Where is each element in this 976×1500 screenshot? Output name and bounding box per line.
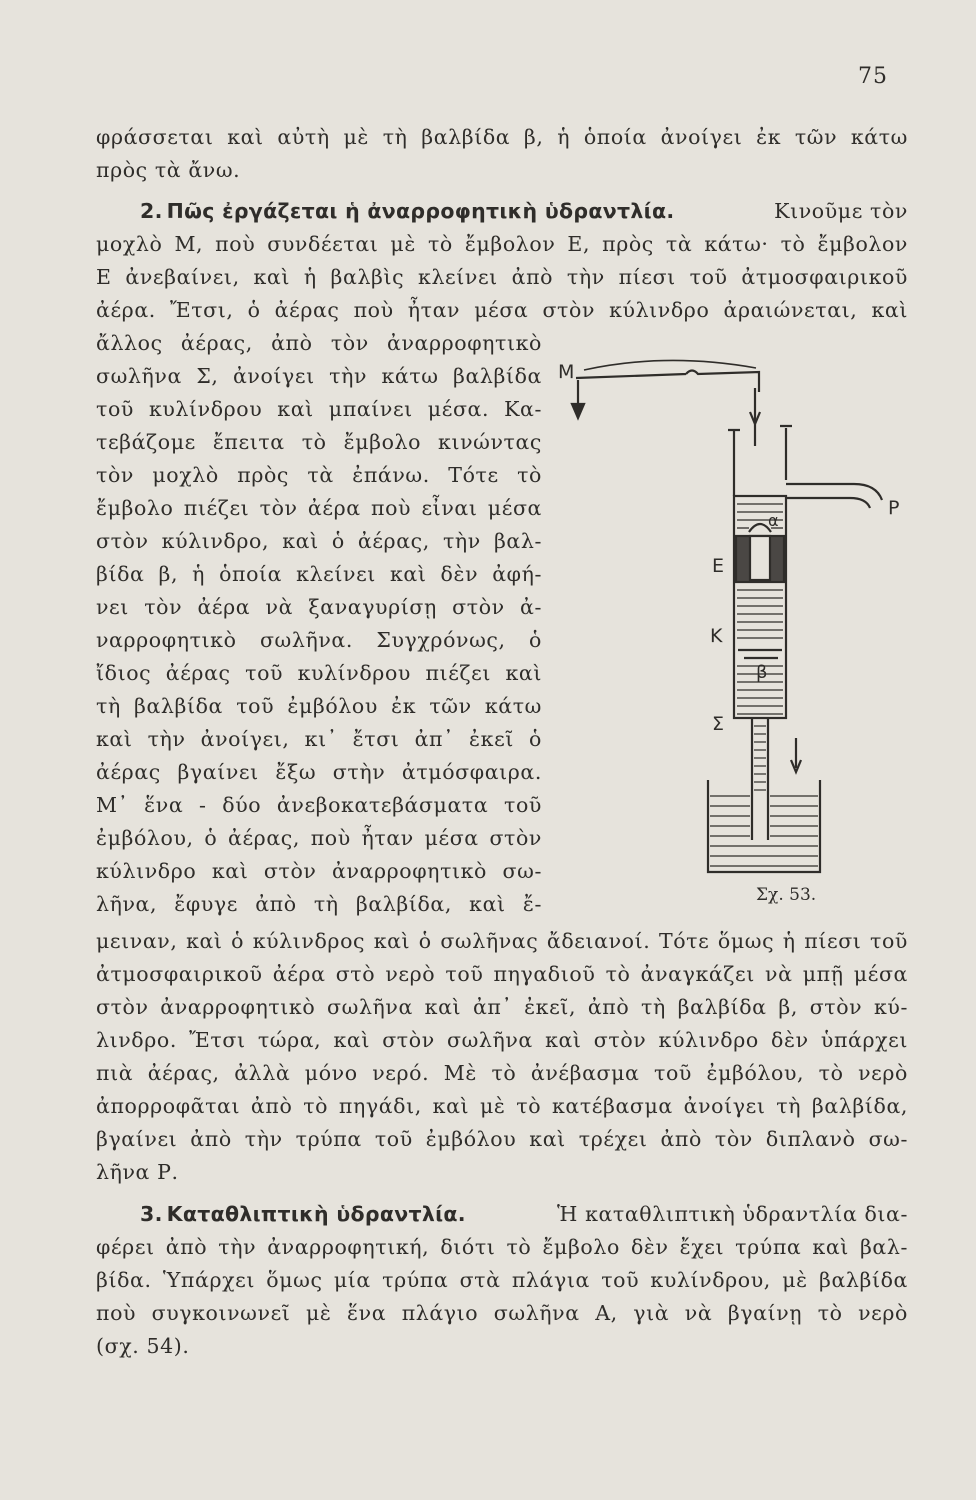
section-3-heading-line [140, 1198, 908, 1231]
figure-caption: Σχ. 53. [756, 885, 817, 905]
text-line: ἔμβολο πιέζει τὸν ἀέρα ποὺ εἶναι μέσα [96, 496, 542, 520]
lever-top-line [584, 360, 756, 370]
text-line: σωλῆνα Σ, ἀνοίγει τὴν κάτω βαλβίδα [96, 364, 542, 388]
text-line: (σχ. 54). [96, 1334, 190, 1358]
text-line: ποὺ συγκοινωνεῖ μὲ ἕνα πλάγιο σωλῆνα Α, γιὰ νὰ βγαίνῃ τὸ νερὸ [96, 1301, 908, 1325]
text-line: ἀέρας βγαίνει ἔξω στὴν ἀτμόσφαιρα. [96, 760, 542, 784]
cylinder-flange-left [728, 430, 740, 496]
piston-valve-a [750, 536, 770, 580]
well-water-lines [710, 796, 818, 866]
label-K: Κ [710, 625, 723, 647]
pipe-water-lines [754, 726, 766, 790]
text-line: ἀπορροφᾶται ἀπὸ τὸ πηγάδι, καὶ μὲ τὸ κατέβασμα ἀνοίγει τὴ βαλβίδα, [96, 1094, 908, 1118]
text-line: λῆνα Ρ. [96, 1160, 179, 1184]
text-line: στὸν ἀναρροφητικὸ σωλῆνα καὶ ἀπ᾽ ἐκεῖ, ἀπὸ τὴ βαλβίδα β, στὸν κύ- [96, 995, 908, 1019]
text-line-rest: Ἡ καταθλιπτικὴ ὑδραντλία δια- [557, 1202, 908, 1226]
pump-diagram [556, 348, 916, 908]
label-a: α [768, 511, 779, 530]
text-line: ναρροφητικὸ σωλῆνα. Συγχρόνως, ὁ [96, 628, 542, 652]
text-line: Μ᾽ ἕνα - δύο ἀνεβοκατεβάσματα τοῦ [96, 793, 542, 817]
text-line: τοῦ κυλίνδρου καὶ μπαίνει μέσα. Κα- [96, 397, 542, 421]
text-line: φράσσεται καὶ αὐτὴ μὲ τὴ βαλβίδα β, ἡ ὁποία ἀνοίγει ἐκ τῶν κάτω [96, 125, 908, 149]
text-line: κύλινδρο καὶ στὸν ἀναρροφητικὸ σω- [96, 859, 542, 883]
suction-pipe [752, 718, 768, 840]
text-line: βγαίνει ἀπὸ τὴν τρύπα τοῦ ἐμβόλου καὶ τρέχει ἀπὸ τὸν διπλανὸ σω- [96, 1127, 908, 1151]
valve-b [738, 650, 782, 658]
lever-arm [576, 371, 759, 393]
text-line: ἀέρα. Ἔτσι, ὁ ἀέρας ποὺ ἦταν μέσα στὸν κύλινδρο ἀραιώνεται, καὶ [96, 298, 908, 322]
section-2-number: 2. [140, 199, 163, 223]
section-2-heading-line [140, 195, 908, 228]
text-line: ἄλλος ἀέρας, ἀπὸ τὸν ἀναρροφητικὸ [96, 331, 542, 355]
text-line: τὸν μοχλὸ πρὸς τὰ ἐπάνω. Τότε τὸ [96, 463, 542, 487]
label-S: Σ [712, 713, 725, 735]
text-line: ἀτμοσφαιρικοῦ ἀέρα στὸ νερὸ τοῦ πηγαδιοῦ τὸ ἀναγκάζει νὰ μπῇ μέσα [96, 962, 908, 986]
text-line: στὸν κύλινδρο, καὶ ὁ ἀέρας, τὴν βαλ- [96, 529, 542, 553]
text-line: νει τὸν ἀέρα νὰ ξαναγυρίσῃ στὸν ἀ- [96, 595, 542, 619]
cylinder-flange-right [780, 426, 792, 480]
text-line: ἐμβόλου, ὁ ἀέρας, ποὺ ἦταν μέσα στὸν [96, 826, 542, 850]
label-P: Ρ [888, 497, 900, 519]
label-M: Μ [558, 361, 575, 383]
text-line: πρὸς τὰ ἄνω. [96, 158, 241, 182]
section-2-title: Πῶς ἐργάζεται ἡ ἀναρροφητικὴ ὑδραντλία. [166, 199, 675, 223]
text-line: τεβάζομε ἔπειτα τὸ ἔμβολο κινώντας [96, 430, 542, 454]
label-b: β [756, 662, 768, 683]
text-line: Ε ἀνεβαίνει, καὶ ἡ βαλβὶς κλείνει ἀπὸ τὴν πίεσι τοῦ ἀτμοσφαιρικοῦ [96, 265, 908, 289]
text-line: καὶ τὴν ἀνοίγει, κι᾽ ἔτσι ἀπ᾽ ἐκεῖ ὁ [96, 727, 542, 751]
text-line: λινδρο. Ἔτσι τώρα, καὶ στὸν σωλῆνα καὶ στὸν κύλινδρο δὲν ὑπάρχει [96, 1028, 908, 1052]
text-line: μειναν, καὶ ὁ κύλινδρος καὶ ὁ σωλῆνας ἄδειανοί. Τότε ὅμως ἡ πίεσι τοῦ [96, 929, 908, 953]
text-line-rest: Κινοῦμε τὸν [774, 199, 908, 223]
text-line: λῆνα, ἔφυγε ἀπὸ τὴ βαλβίδα, καὶ ἔ- [96, 892, 542, 916]
text-line: βίδα β, ἡ ὁποία κλείνει καὶ δὲν ἀφή- [96, 562, 542, 586]
page-number: 75 [858, 64, 888, 89]
section-3-number: 3. [140, 1202, 163, 1226]
outlet-pipe [786, 484, 882, 508]
text-line: μοχλὸ Μ, ποὺ συνδέεται μὲ τὸ ἔμβολον Ε, πρὸς τὰ κάτω· τὸ ἔμβολον [96, 232, 908, 256]
text-line: τὴ βαλβίδα τοῦ ἐμβόλου ἐκ τῶν κάτω [96, 694, 542, 718]
text-line: φέρει ἀπὸ τὴν ἀναρροφητική, διότι τὸ ἔμβολο δὲν ἔχει τρύπα καὶ βαλ- [96, 1235, 908, 1259]
text-line: ἴδιος ἀέρας τοῦ κυλίνδρου πιέζει καὶ [96, 661, 542, 685]
section-3-title: Καταθλιπτικὴ ὑδραντλία. [166, 1202, 466, 1226]
text-line: βίδα. Ὑπάρχει ὅμως μία τρύπα στὰ πλάγια τοῦ κυλίνδρου, μὲ βαλβίδα [96, 1268, 908, 1292]
label-E: Ε [712, 555, 725, 577]
text-line: πιὰ ἀέρας, ἀλλὰ μόνο νερό. Μὲ τὸ ἀνέβασμα τοῦ ἐμβόλου, τὸ νερὸ [96, 1061, 908, 1085]
lever-arrow [572, 404, 584, 418]
